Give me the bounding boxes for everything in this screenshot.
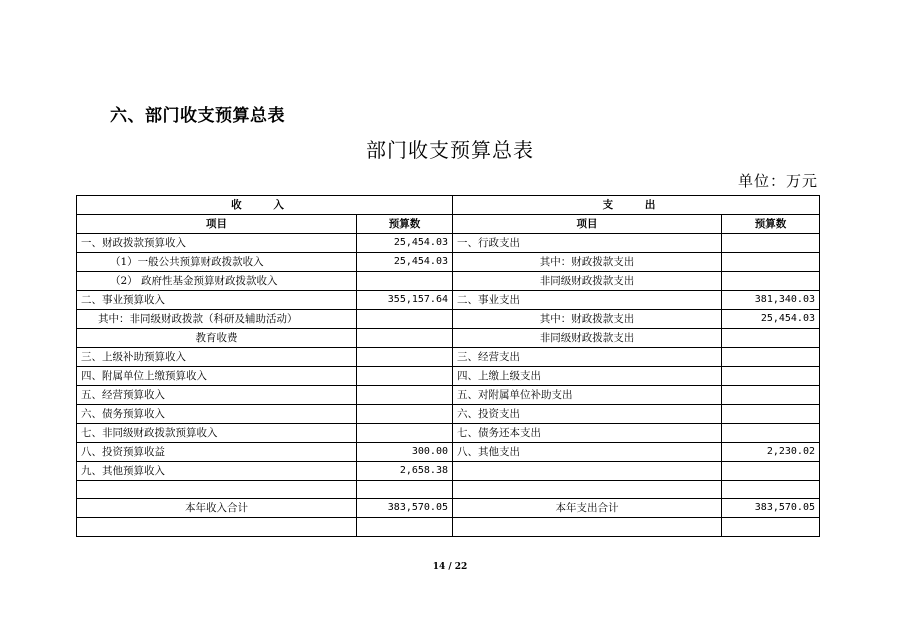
income-value: 25,454.03 [357, 234, 453, 253]
income-value: 355,157.64 [357, 291, 453, 310]
expense-item: 三、经营支出 [453, 348, 722, 367]
income-value [357, 481, 453, 499]
expense-value: 381,340.03 [722, 291, 820, 310]
income-item: 三、上级补助预算收入 [77, 348, 357, 367]
table-row [77, 310, 820, 329]
table-row [77, 253, 820, 272]
expense-value [722, 234, 820, 253]
income-item-header: 项目 [77, 215, 357, 234]
expense-total-value: 383,570.05 [722, 499, 820, 518]
table-row [77, 291, 820, 310]
expense-item: 非同级财政拨款支出 [453, 329, 722, 348]
income-item [77, 481, 357, 499]
income-value [357, 518, 453, 536]
income-value: 2,658.38 [357, 462, 453, 481]
table-row [77, 234, 820, 253]
table-row [77, 405, 820, 424]
table-row [77, 272, 820, 291]
expense-value [722, 386, 820, 405]
expense-value [722, 329, 820, 348]
expense-item: 四、上缴上级支出 [453, 367, 722, 386]
expense-value [722, 272, 820, 291]
expense-budget-header: 预算数 [722, 215, 820, 234]
table-header-row-columns [77, 215, 820, 234]
income-item: 八、投资预算收益 [77, 443, 357, 462]
expense-item [453, 462, 722, 481]
table-row [77, 481, 820, 499]
table-row [77, 386, 820, 405]
income-item: （2） 政府性基金预算财政拨款收入 [77, 272, 357, 291]
expense-value [722, 367, 820, 386]
income-item: 其中：非同级财政拨款（科研及辅助活动） [77, 310, 357, 329]
budget-summary-table [76, 195, 820, 537]
expense-item [453, 481, 722, 499]
expense-item: 六、投资支出 [453, 405, 722, 424]
expense-item: 一、行政支出 [453, 234, 722, 253]
income-item: （1）一般公共预算财政拨款收入 [77, 253, 357, 272]
income-value [357, 310, 453, 329]
table-row [77, 424, 820, 443]
income-value: 25,454.03 [357, 253, 453, 272]
income-item: 九、其他预算收入 [77, 462, 357, 481]
income-item: 二、事业预算收入 [77, 291, 357, 310]
expense-total-label: 本年支出合计 [453, 499, 722, 518]
expense-item: 非同级财政拨款支出 [453, 272, 722, 291]
table-row [77, 348, 820, 367]
expense-value: 25,454.03 [722, 310, 820, 329]
income-value [357, 405, 453, 424]
total-row [77, 499, 820, 518]
table-row [77, 443, 820, 462]
page-number: 14 / 22 [432, 562, 468, 572]
income-total-label: 本年收入合计 [77, 499, 357, 518]
income-item: 四、附属单位上缴预算收入 [77, 367, 357, 386]
expense-value [722, 405, 820, 424]
income-value [357, 424, 453, 443]
expense-value [722, 424, 820, 443]
income-item: 五、经营预算收入 [77, 386, 357, 405]
section-title: 六、部门收支预算总表 [110, 106, 285, 126]
income-group-header: 收 入 [77, 196, 453, 215]
income-item: 一、财政拨款预算收入 [77, 234, 357, 253]
expense-group-header: 支 出 [453, 196, 820, 215]
table-title: 部门收支预算总表 [366, 138, 534, 162]
income-value [357, 348, 453, 367]
expense-value: 2,230.02 [722, 443, 820, 462]
expense-value [722, 253, 820, 272]
income-item: 六、债务预算收入 [77, 405, 357, 424]
expense-value [722, 481, 820, 499]
table-row [77, 367, 820, 386]
income-item: 教育收费 [77, 329, 357, 348]
table-row [77, 518, 820, 536]
expense-value [722, 518, 820, 536]
expense-item: 其中：财政拨款支出 [453, 253, 722, 272]
income-value [357, 272, 453, 291]
expense-item: 八、其他支出 [453, 443, 722, 462]
income-value [357, 386, 453, 405]
expense-item: 二、事业支出 [453, 291, 722, 310]
unit-label: 单位：万元 [737, 172, 818, 190]
income-total-value: 383,570.05 [357, 499, 453, 518]
income-item [77, 518, 357, 536]
income-budget-header: 预算数 [357, 215, 453, 234]
table-row [77, 462, 820, 481]
table-header-row-groups [77, 196, 820, 215]
expense-item-header: 项目 [453, 215, 722, 234]
expense-value [722, 462, 820, 481]
income-item: 七、非同级财政拨款预算收入 [77, 424, 357, 443]
expense-item: 五、对附属单位补助支出 [453, 386, 722, 405]
table-row [77, 329, 820, 348]
income-value [357, 367, 453, 386]
expense-item [453, 518, 722, 536]
income-value: 300.00 [357, 443, 453, 462]
expense-item: 其中：财政拨款支出 [453, 310, 722, 329]
income-value [357, 329, 453, 348]
expense-item: 七、债务还本支出 [453, 424, 722, 443]
expense-value [722, 348, 820, 367]
